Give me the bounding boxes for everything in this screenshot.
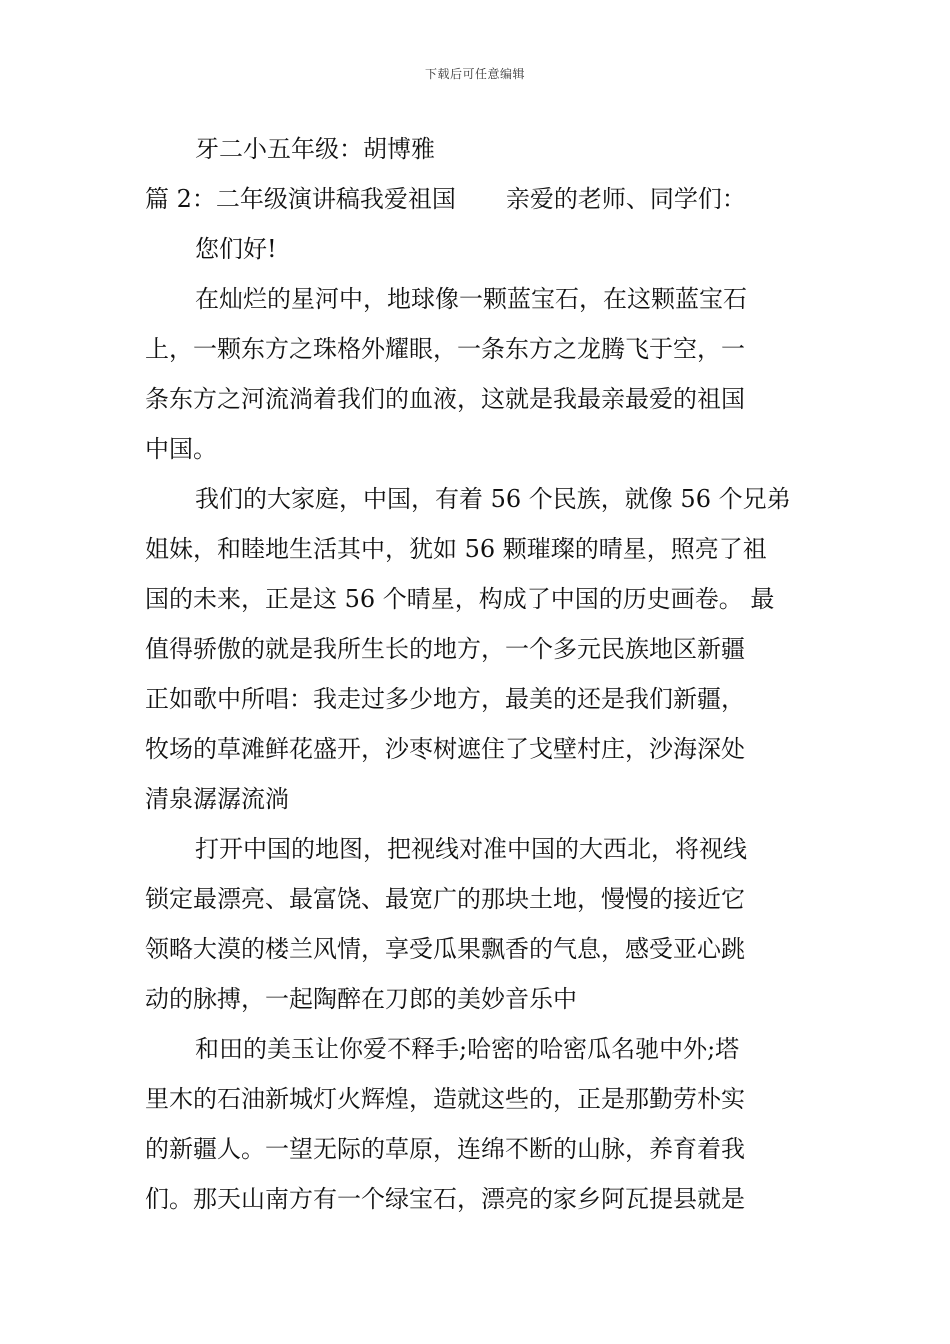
paragraph-line: 值得骄傲的就是我所生长的地方，一个多元民族地区新疆 <box>145 635 745 663</box>
paragraph-line: 打开中国的地图，把视线对准中国的大西北，将视线 <box>195 835 747 863</box>
paragraph-line: 在灿烂的星河中，地球像一颗蓝宝石，在这颗蓝宝石 <box>195 285 747 313</box>
paragraph-line: 条东方之河流淌着我们的血液，这就是我最亲最爱的祖国 <box>145 385 745 413</box>
paragraph-line: 国的未来，正是这 56 个晴星，构成了中国的历史画卷。 最 <box>145 585 775 613</box>
paragraph-line: 里木的石油新城灯火辉煌，造就这些的，正是那勤劳朴实 <box>145 1085 745 1113</box>
salutation: 亲爱的老师、同学们： <box>505 185 746 213</box>
paragraph-4 <box>145 1024 807 1224</box>
paragraph-1 <box>145 274 807 474</box>
paragraph-line: 我们的大家庭，中国，有着 56 个民族，就像 56 个兄弟 <box>195 485 791 513</box>
paragraph-line: 中国。 <box>145 435 217 463</box>
page-header: 下载后可任意编辑 <box>424 67 525 81</box>
paragraph-3 <box>145 824 807 1024</box>
paragraph-line: 动的脉搏，一起陶醉在刀郎的美妙音乐中 <box>145 985 577 1013</box>
paragraph-line: 的新疆人。一望无际的草原，连绵不断的山脉，养育着我 <box>145 1135 745 1163</box>
title-line <box>145 174 807 224</box>
paragraph-line: 正如歌中所唱：我走过多少地方，最美的还是我们新疆， <box>145 685 745 713</box>
paragraph-line: 上，一颗东方之珠格外耀眼，一条东方之龙腾飞于空，一 <box>145 335 745 363</box>
paragraph-line: 和田的美玉让你爱不释手;哈密的哈密瓜名驰中外;塔 <box>195 1035 740 1063</box>
paragraph-2 <box>145 474 807 824</box>
paragraph-line: 姐妹，和睦地生活其中，犹如 56 颗璀璨的晴星，照亮了祖 <box>145 535 767 563</box>
paragraph-line: 锁定最漂亮、最富饶、最宽广的那块土地，慢慢的接近它 <box>145 885 745 913</box>
paragraph-line: 们。那天山南方有一个绿宝石，漂亮的家乡阿瓦提县就是 <box>145 1185 745 1213</box>
author-line: 牙二小五年级：胡博雅 <box>195 135 435 163</box>
greeting: 您们好! <box>195 235 277 263</box>
paragraph-line: 领略大漠的楼兰风情，享受瓜果飘香的气息，感受亚心跳 <box>145 935 745 963</box>
paragraph-line: 清泉潺潺流淌 <box>145 785 289 813</box>
document-body <box>145 124 807 1224</box>
paragraph-line: 牧场的草滩鲜花盛开，沙枣树遮住了戈壁村庄，沙海深处 <box>145 735 745 763</box>
speech-title: 篇 2：二年级演讲稿我爱祖国 <box>145 185 456 213</box>
